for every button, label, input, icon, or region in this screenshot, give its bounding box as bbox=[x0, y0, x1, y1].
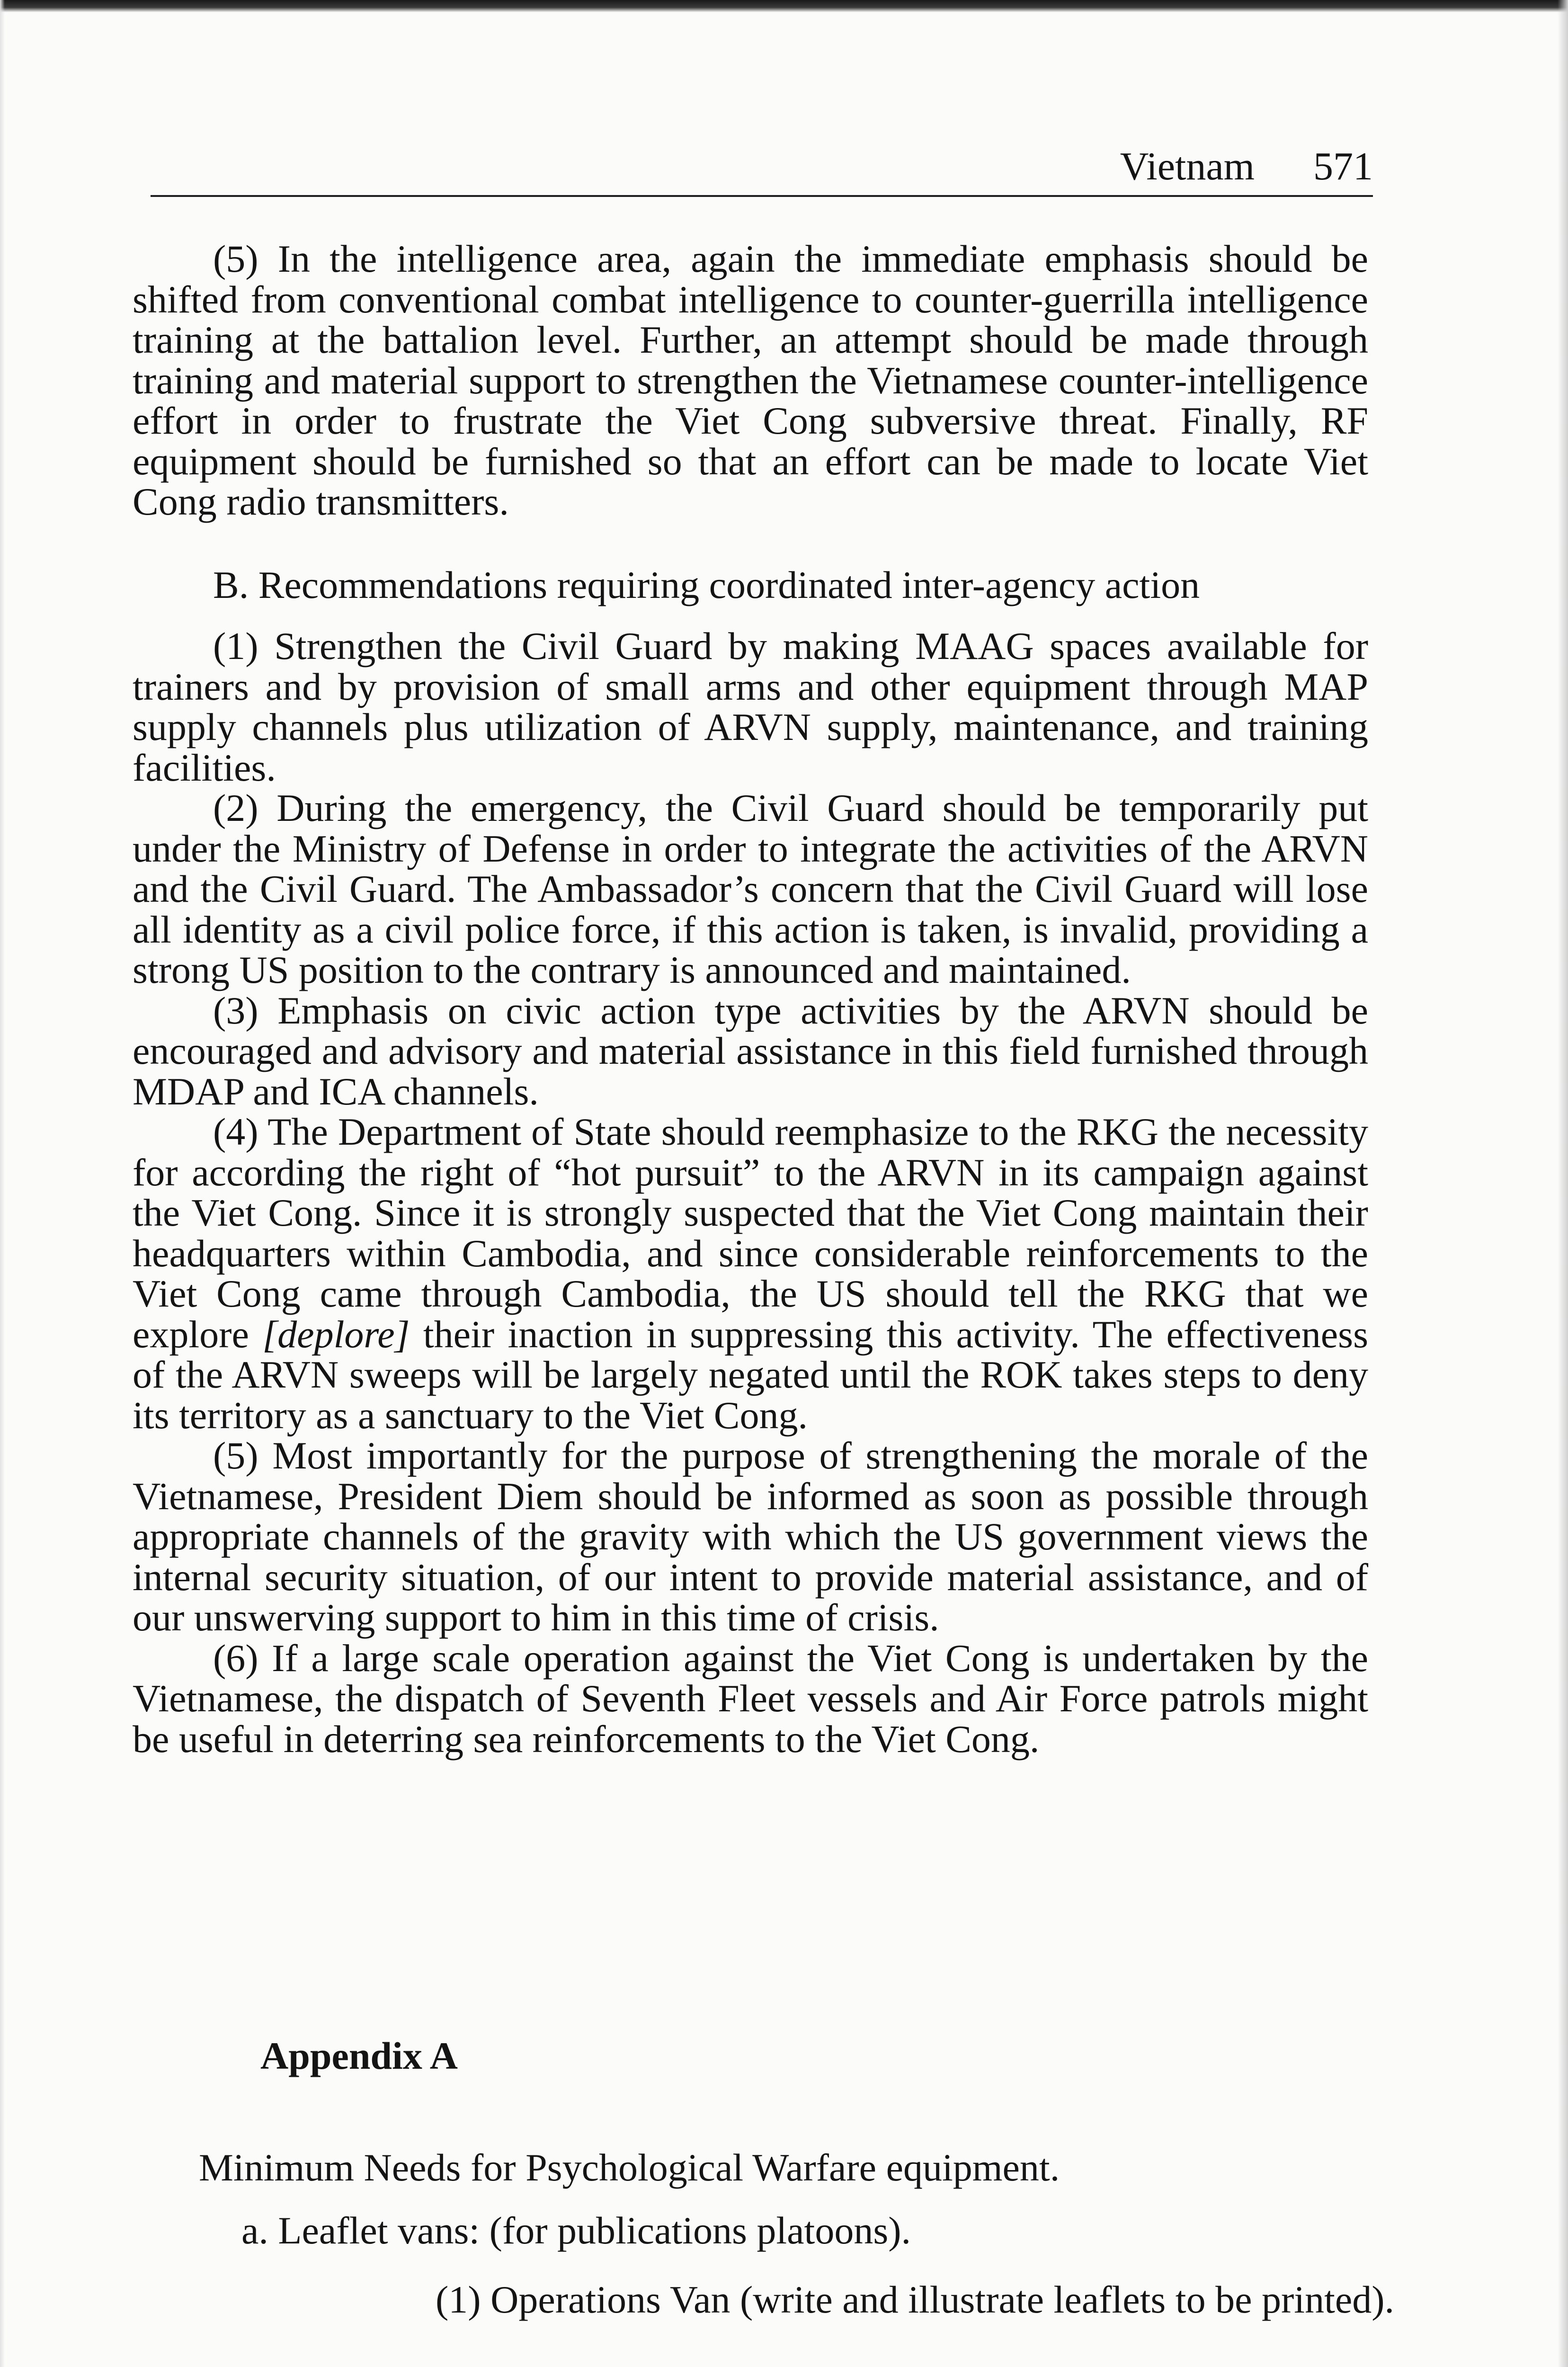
appendix-item-1: (1) Operations Van (write and illustrate leaflets to be printed). bbox=[436, 2278, 1395, 2321]
scan-top-edge bbox=[0, 0, 1568, 12]
recommendation-b2: (2) During the emergency, the Civil Guard should be temporarily put under the Ministry of Defense in order to integrate the activities of the ARVN and the Civil Guard. The Ambassador’s concern that the Civil Guard will lose all identity as a civil police force, if this action is taken, is invalid, providing a strong US position to the contrary is announced and maintained. bbox=[133, 786, 1368, 991]
appendix-item-a: a. Leaflet vans: (for publications platoons). bbox=[241, 2209, 911, 2252]
recommendation-b5: (5) Most importantly for the purpose of strengthening the morale of the Vietnamese, President Diem should be informed as soon as possible through appropriate channels of the gravity with which the US government views the internal security situation, of our intent to provide material assistance, and of our unswerving support to him in this time of crisis. bbox=[133, 1434, 1368, 1639]
editorial-correction: [deplore] bbox=[262, 1312, 410, 1356]
section-b-heading: B. Recommendations requiring coordinated inter-agency action bbox=[213, 563, 1200, 606]
body-text bbox=[133, 239, 1368, 1759]
scan-right-edge bbox=[1558, 0, 1568, 2367]
recommendation-b4-text-end: their inaction in suppressing this activity. The effectiveness of the ARVN sweeps will be largely negated until the ROK takes steps to deny its territory as a sanctuary to the Viet Cong. bbox=[133, 1312, 1368, 1437]
scan-left-edge bbox=[0, 0, 5, 2367]
paragraph-intelligence: (5) In the intelligence area, again the immediate emphasis should be shifted from conventional combat intelligence to counter-guerrilla intelligence training at the battalion level. Further, an attempt should be made through training and material support to strengthen the Vietnamese counter-intelligence effort in order to frustrate the Viet Cong subversive threat. Finally, RF equipment should be furnished so that an effort can be made to locate Viet Cong radio transmitters. bbox=[133, 237, 1368, 523]
appendix-heading: Appendix A bbox=[260, 2034, 458, 2077]
recommendation-b3: (3) Emphasis on civic action type activities by the ARVN should be encouraged and advisory and material assistance in this field furnished through MDAP and ICA channels. bbox=[133, 988, 1368, 1113]
running-head bbox=[151, 142, 1373, 197]
running-head-title: Vietnam bbox=[1120, 144, 1255, 188]
appendix-intro: Minimum Needs for Psychological Warfare equipment. bbox=[199, 2145, 1060, 2189]
page-number: 571 bbox=[1313, 144, 1373, 188]
recommendation-b4-text: (4) The Department of State should reemphasize to the RKG the necessity for according the right of “hot pursuit” to the ARVN in its campaign against the Viet Cong. Since it is strongly suspected that the Viet Cong maintain their headquarters within Cambodia, and since considerable reinforcements to the Viet Cong came through Cambodia, the US should tell the RKG that we explore bbox=[133, 1110, 1368, 1356]
appendix-section bbox=[133, 2034, 1395, 2321]
recommendation-b4 bbox=[133, 1112, 1368, 1435]
recommendation-b6: (6) If a large scale operation against the Viet Cong is undertaken by the Vietnamese, the dispatch of Seventh Fleet vessels and Air Force patrols might be useful in deterring sea reinforcements to the Viet Cong. bbox=[133, 1636, 1368, 1761]
recommendation-b1: (1) Strengthen the Civil Guard by making MAAG spaces available for trainers and by provision of small arms and other equipment through MAP supply channels plus utilization of ARVN supply, maintenance, and training facilities. bbox=[133, 624, 1368, 789]
